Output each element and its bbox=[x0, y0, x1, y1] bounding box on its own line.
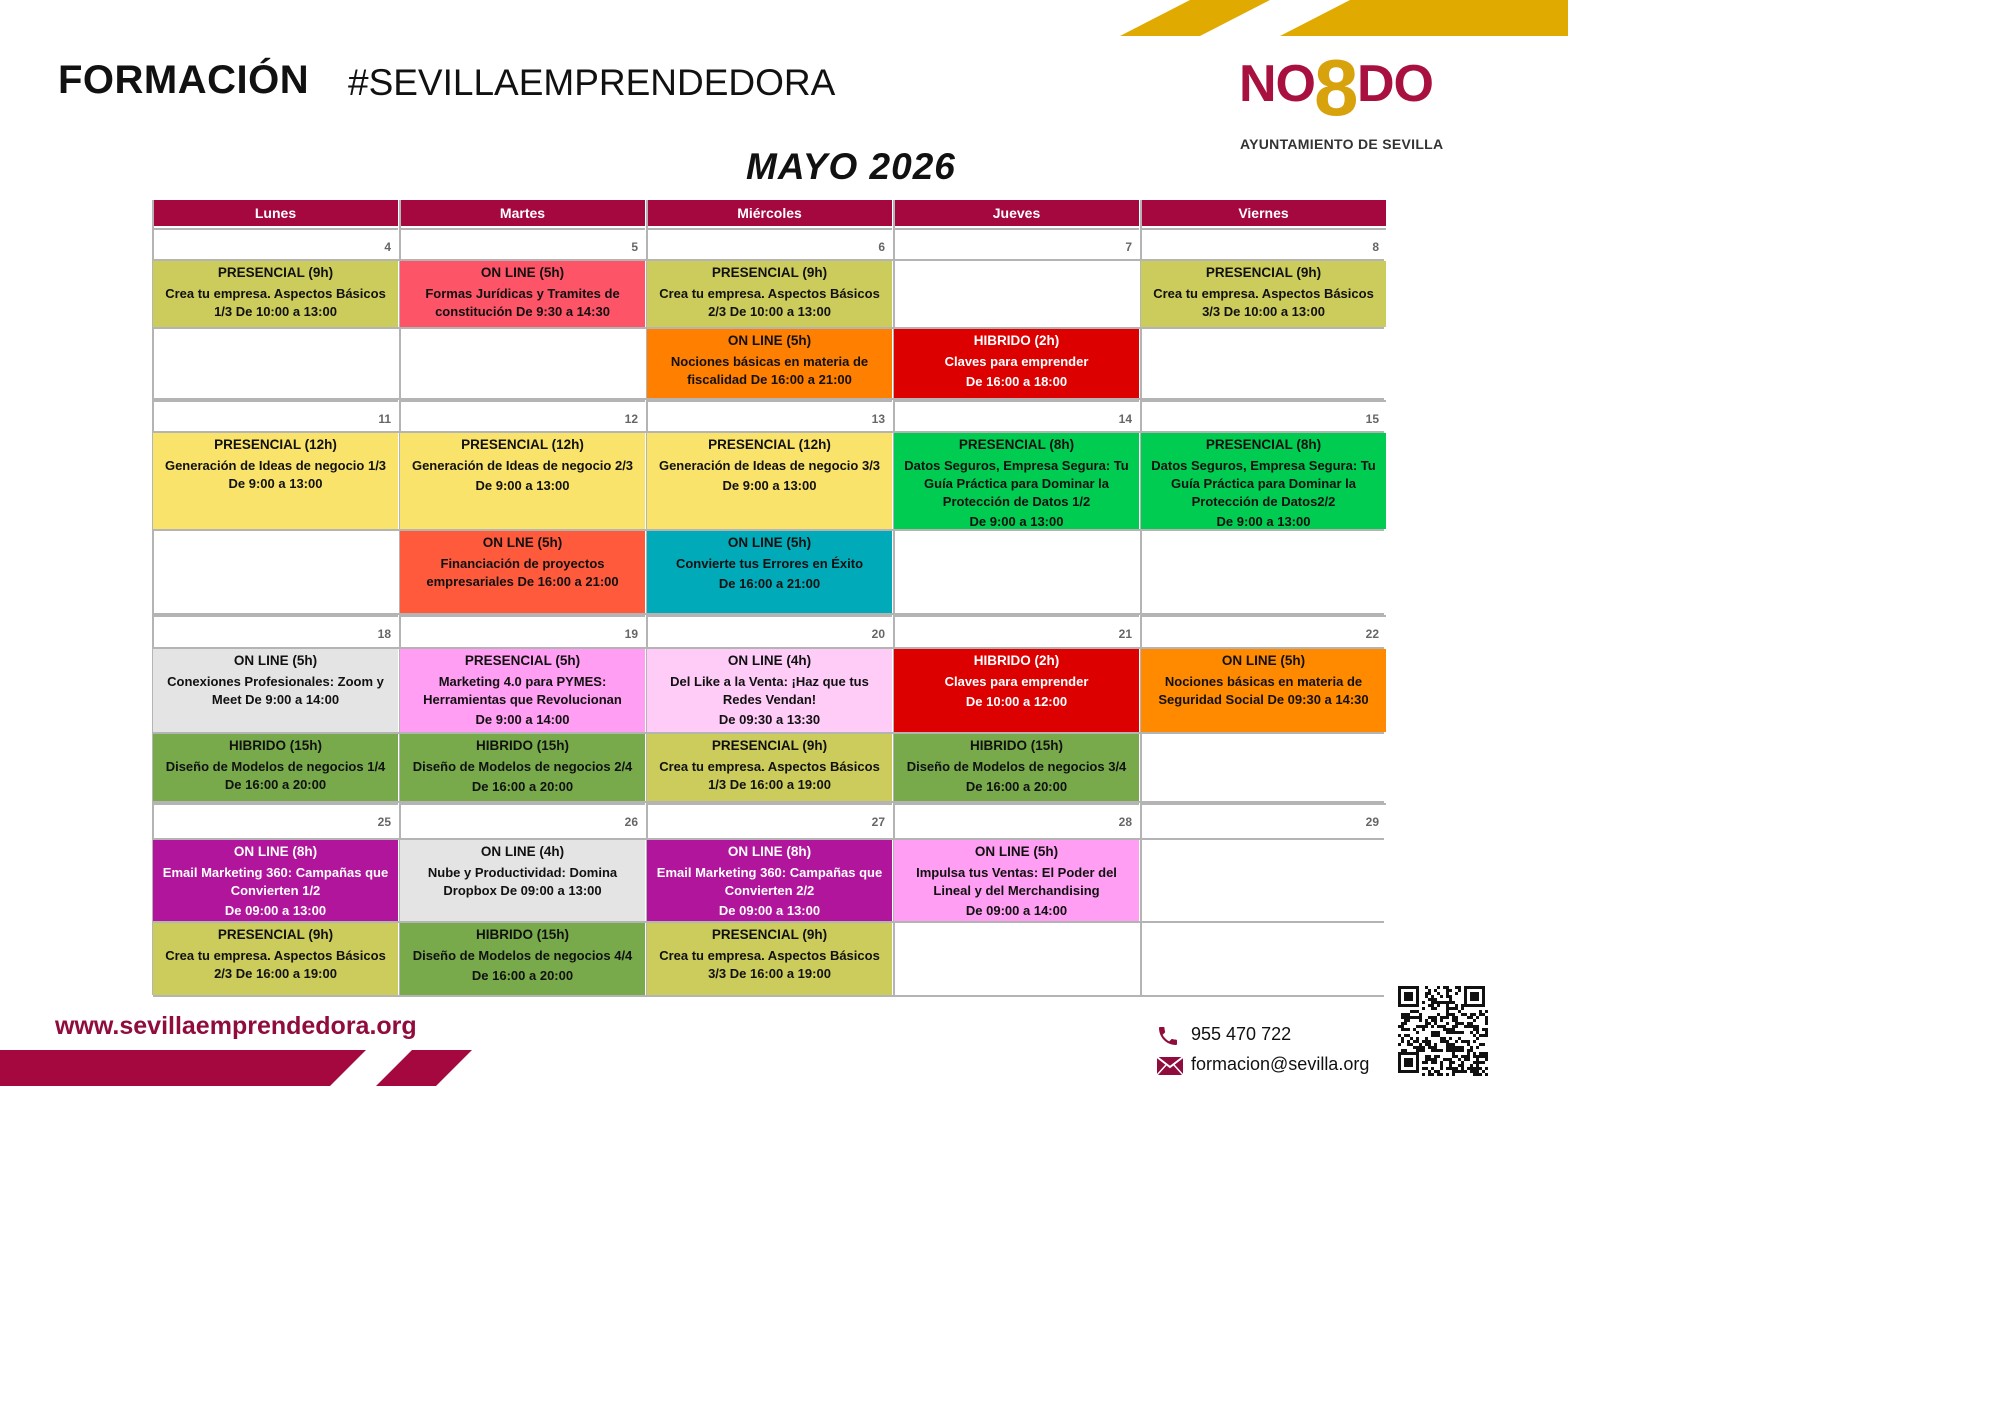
course-modality: ON LINE (5h) bbox=[974, 844, 1059, 859]
course-schedule: De 16:00 a 21:00 bbox=[718, 576, 821, 592]
course-event[interactable] bbox=[647, 923, 892, 995]
day-number: 14 bbox=[894, 400, 1139, 433]
decorative-stripes-top bbox=[1080, 0, 1568, 40]
course-modality: ON LINE (4h) bbox=[480, 844, 565, 859]
course-event[interactable] bbox=[647, 261, 892, 327]
course-modality: PRESENCIAL (5h) bbox=[464, 653, 581, 668]
course-schedule: De 16:00 a 20:00 bbox=[965, 779, 1068, 795]
course-schedule: De 16:00 a 20:00 bbox=[471, 779, 574, 795]
course-modality: HIBRIDO (15h) bbox=[228, 738, 322, 753]
logo-subtitle: AYUNTAMIENTO DE SEVILLA bbox=[1240, 136, 1444, 152]
course-modality: ON LINE (5h) bbox=[727, 333, 812, 348]
day-number: 28 bbox=[894, 803, 1139, 840]
day-number: 4 bbox=[153, 228, 398, 261]
course-title: Crea tu empresa. Aspectos Básicos 3/3 De 16:00 a 19:00 bbox=[659, 947, 880, 982]
course-modality: HIBRIDO (15h) bbox=[475, 738, 569, 753]
course-title: Conexiones Profesionales: Zoom y Meet De 9:00 a 14:00 bbox=[167, 673, 384, 708]
course-schedule: De 16:00 a 20:00 bbox=[471, 968, 574, 984]
course-title: Generación de Ideas de negocio 2/3 bbox=[411, 457, 634, 473]
course-modality: PRESENCIAL (9h) bbox=[1205, 265, 1322, 280]
page-title: FORMACIÓN bbox=[58, 58, 310, 102]
course-event[interactable] bbox=[153, 433, 398, 529]
course-modality: ON LINE (5h) bbox=[727, 535, 812, 550]
page-hashtag: #SEVILLAEMPRENDEDORA bbox=[348, 62, 836, 103]
day-number: 18 bbox=[153, 615, 398, 649]
course-schedule: De 09:00 a 14:00 bbox=[965, 903, 1068, 919]
course-title: Diseño de Modelos de negocios 1/4 De 16:00 a 20:00 bbox=[165, 758, 386, 793]
course-modality: HIBRIDO (15h) bbox=[969, 738, 1063, 753]
weekday-header-1: Martes bbox=[400, 200, 645, 226]
course-schedule: De 9:00 a 13:00 bbox=[1216, 514, 1311, 529]
course-modality: ON LINE (8h) bbox=[727, 844, 812, 859]
day-number: 21 bbox=[894, 615, 1139, 649]
course-title: Impulsa tus Ventas: El Poder del Lineal y del Merchandising bbox=[916, 864, 1117, 899]
course-event[interactable] bbox=[647, 531, 892, 613]
grid-line-horizontal bbox=[153, 995, 1384, 997]
month-title: MAYO 2026 bbox=[746, 146, 956, 187]
day-number: 26 bbox=[400, 803, 645, 840]
course-event[interactable] bbox=[647, 329, 892, 398]
course-event[interactable] bbox=[400, 649, 645, 732]
course-event[interactable] bbox=[400, 923, 645, 995]
day-number: 27 bbox=[647, 803, 892, 840]
course-schedule: De 16:00 a 18:00 bbox=[965, 374, 1068, 390]
weekday-header-0: Lunes bbox=[153, 200, 398, 226]
course-event[interactable] bbox=[400, 531, 645, 613]
course-title: Email Marketing 360: Campañas que Convierten 1/2 bbox=[162, 864, 389, 899]
course-modality: ON LINE (4h) bbox=[727, 653, 812, 668]
course-title: Crea tu empresa. Aspectos Básicos 2/3 De 10:00 a 13:00 bbox=[659, 285, 880, 320]
course-event[interactable] bbox=[647, 433, 892, 529]
course-schedule: De 9:00 a 14:00 bbox=[475, 712, 570, 728]
course-event[interactable] bbox=[153, 923, 398, 995]
logo-wordmark: NO DO bbox=[1239, 55, 1433, 113]
day-number: 12 bbox=[400, 400, 645, 433]
course-title: Convierte tus Errores en Éxito bbox=[675, 555, 864, 571]
day-number: 25 bbox=[153, 803, 398, 840]
course-event[interactable] bbox=[647, 649, 892, 732]
weekday-header-2: Miércoles bbox=[647, 200, 892, 226]
day-number: 13 bbox=[647, 400, 892, 433]
course-event[interactable] bbox=[647, 840, 892, 921]
course-schedule: De 9:00 a 13:00 bbox=[475, 478, 570, 494]
course-event[interactable] bbox=[1141, 649, 1386, 732]
mail-icon bbox=[1156, 1056, 1184, 1076]
course-title: Diseño de Modelos de negocios 3/4 bbox=[906, 758, 1127, 774]
course-modality: PRESENCIAL (9h) bbox=[711, 927, 828, 942]
website-link[interactable]: www.sevillaemprendedora.org bbox=[55, 1012, 417, 1040]
course-title: Crea tu empresa. Aspectos Básicos 2/3 De 16:00 a 19:00 bbox=[165, 947, 386, 982]
course-modality: PRESENCIAL (12h) bbox=[708, 437, 831, 452]
course-title: Crea tu empresa. Aspectos Básicos 1/3 De 10:00 a 13:00 bbox=[165, 285, 386, 320]
decorative-stripes-bottom bbox=[0, 1048, 480, 1088]
course-title: Datos Seguros, Empresa Segura: Tu Guía Práctica para Dominar la Protección de Datos 1/2 bbox=[904, 457, 1129, 510]
course-event[interactable] bbox=[400, 734, 645, 801]
course-title: Nube y Productividad: Domina Dropbox De 09:00 a 13:00 bbox=[427, 864, 618, 899]
course-event[interactable] bbox=[894, 433, 1139, 529]
course-modality: ON LINE (5h) bbox=[480, 265, 565, 280]
day-number: 7 bbox=[894, 228, 1139, 261]
course-title: Claves para emprender bbox=[944, 353, 1089, 369]
course-event[interactable] bbox=[153, 649, 398, 732]
course-schedule: De 9:00 a 13:00 bbox=[722, 478, 817, 494]
weekday-header-3: Jueves bbox=[894, 200, 1139, 226]
course-schedule: De 10:00 a 12:00 bbox=[965, 694, 1068, 710]
course-event[interactable] bbox=[894, 649, 1139, 732]
course-event[interactable] bbox=[153, 840, 398, 921]
day-number: 11 bbox=[153, 400, 398, 433]
course-modality: PRESENCIAL (8h) bbox=[958, 437, 1075, 452]
course-title: Nociones básicas en materia de Seguridad Social De 09:30 a 14:30 bbox=[1158, 673, 1369, 708]
day-number: 8 bbox=[1141, 228, 1386, 261]
course-event[interactable] bbox=[400, 261, 645, 327]
course-event[interactable] bbox=[1141, 261, 1386, 327]
course-modality: ON LINE (5h) bbox=[1221, 653, 1306, 668]
course-modality: PRESENCIAL (9h) bbox=[711, 738, 828, 753]
course-title: Marketing 4.0 para PYMES: Herramientas que Revolucionan bbox=[423, 673, 622, 708]
phone-icon bbox=[1156, 1024, 1180, 1048]
course-title: Diseño de Modelos de negocios 2/4 bbox=[412, 758, 633, 774]
course-modality: PRESENCIAL (12h) bbox=[461, 437, 584, 452]
course-modality: HIBRIDO (2h) bbox=[973, 333, 1060, 348]
logo-eight-knot: 8 bbox=[1314, 43, 1359, 132]
course-event[interactable] bbox=[894, 734, 1139, 801]
course-modality: PRESENCIAL (8h) bbox=[1205, 437, 1322, 452]
day-number: 29 bbox=[1141, 803, 1386, 840]
course-title: Email Marketing 360: Campañas que Convierten 2/2 bbox=[656, 864, 883, 899]
course-title: Generación de Ideas de negocio 1/3 De 9:00 a 13:00 bbox=[164, 457, 387, 492]
course-title: Crea tu empresa. Aspectos Básicos 1/3 De 16:00 a 19:00 bbox=[659, 758, 880, 793]
course-modality: HIBRIDO (2h) bbox=[973, 653, 1060, 668]
course-schedule: De 09:00 a 13:00 bbox=[718, 903, 821, 919]
course-event[interactable] bbox=[647, 734, 892, 801]
course-modality: HIBRIDO (15h) bbox=[475, 927, 569, 942]
course-modality: ON LNE (5h) bbox=[482, 535, 563, 550]
course-event[interactable] bbox=[894, 329, 1139, 398]
course-event[interactable] bbox=[153, 261, 398, 327]
ayuntamiento-logo bbox=[1236, 42, 1444, 162]
course-modality: PRESENCIAL (12h) bbox=[214, 437, 337, 452]
course-title: Del Like a la Venta: ¡Haz que tus Redes Vendan! bbox=[670, 673, 869, 708]
course-title: Crea tu empresa. Aspectos Básicos 3/3 De 10:00 a 13:00 bbox=[1153, 285, 1374, 320]
course-modality: ON LINE (5h) bbox=[233, 653, 318, 668]
day-number: 5 bbox=[400, 228, 645, 261]
course-modality: PRESENCIAL (9h) bbox=[217, 927, 334, 942]
course-title: Datos Seguros, Empresa Segura: Tu Guía Práctica para Dominar la Protección de Datos2/2 bbox=[1151, 457, 1376, 510]
day-number: 15 bbox=[1141, 400, 1386, 433]
qr-code[interactable] bbox=[1398, 986, 1488, 1076]
course-title: Financiación de proyectos empresariales De 16:00 a 21:00 bbox=[426, 555, 619, 590]
course-title: Generación de Ideas de negocio 3/3 bbox=[658, 457, 881, 473]
course-title: Claves para emprender bbox=[944, 673, 1089, 689]
course-title: Nociones básicas en materia de fiscalidad De 16:00 a 21:00 bbox=[670, 353, 869, 388]
day-number: 19 bbox=[400, 615, 645, 649]
course-modality: PRESENCIAL (9h) bbox=[711, 265, 828, 280]
course-schedule: De 09:00 a 13:00 bbox=[224, 903, 327, 919]
course-schedule: De 9:00 a 13:00 bbox=[969, 514, 1064, 529]
course-title: Diseño de Modelos de negocios 4/4 bbox=[412, 947, 633, 963]
phone-number[interactable]: 955 470 722 bbox=[1191, 1024, 1292, 1044]
day-number: 20 bbox=[647, 615, 892, 649]
day-number: 22 bbox=[1141, 615, 1386, 649]
course-event[interactable] bbox=[400, 433, 645, 529]
course-event[interactable] bbox=[1141, 433, 1386, 529]
day-number: 6 bbox=[647, 228, 892, 261]
weekday-header-4: Viernes bbox=[1141, 200, 1386, 226]
course-schedule: De 09:30 a 13:30 bbox=[718, 712, 821, 728]
course-event[interactable] bbox=[400, 840, 645, 921]
email-address[interactable]: formacion@sevilla.org bbox=[1191, 1054, 1370, 1074]
course-event[interactable] bbox=[894, 840, 1139, 921]
course-event[interactable] bbox=[153, 734, 398, 801]
course-title: Formas Jurídicas y Tramites de constitución De 9:30 a 14:30 bbox=[425, 285, 620, 320]
course-modality: PRESENCIAL (9h) bbox=[217, 265, 334, 280]
course-modality: ON LINE (8h) bbox=[233, 844, 318, 859]
